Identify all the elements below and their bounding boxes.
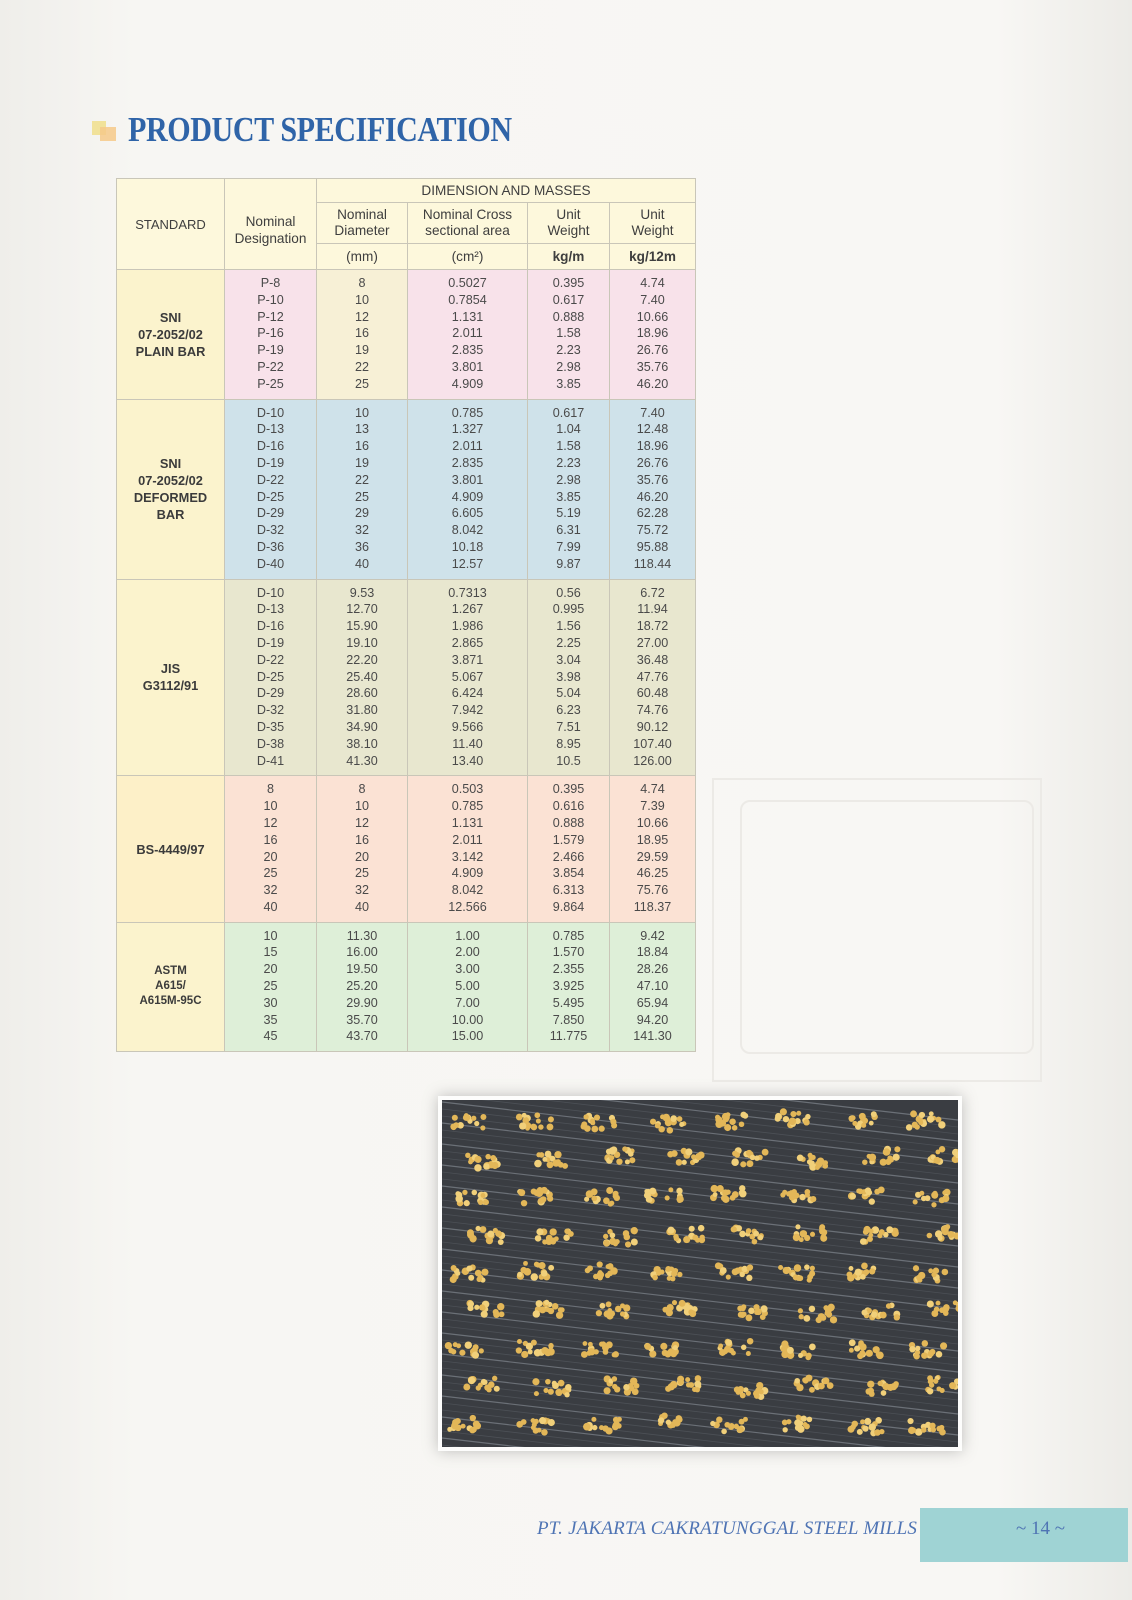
kgm-value: 0.56 xyxy=(556,585,581,600)
area-value: 2.865 xyxy=(451,635,484,650)
designation-value: D-13 xyxy=(256,422,285,437)
kg12m-value: 60.48 xyxy=(636,686,669,701)
area-value: 0.5027 xyxy=(448,276,487,290)
diameter-value: 29.90 xyxy=(346,995,378,1010)
diameter-value: 29 xyxy=(354,506,369,521)
diameter-column-cell xyxy=(317,399,408,579)
diameter-value: 16 xyxy=(354,439,369,454)
area-value: 2.011 xyxy=(452,326,483,341)
designation-value: 45 xyxy=(263,1029,278,1044)
standard-cell xyxy=(117,270,225,400)
diameter-value: 35.70 xyxy=(346,1012,378,1027)
kg12m-value: 62.28 xyxy=(636,506,669,521)
standard-label: A615/ xyxy=(155,980,186,993)
area-value: 7.00 xyxy=(455,995,480,1010)
diameter-value: 28.60 xyxy=(346,686,378,701)
diameter-value: 22 xyxy=(354,359,369,374)
designation-column-cell xyxy=(225,399,317,579)
kg12m-value: 35.76 xyxy=(636,472,669,487)
designation-value: D-32 xyxy=(256,703,285,718)
diameter-value: 19 xyxy=(354,455,369,470)
kgm-value: 0.395 xyxy=(552,782,585,797)
kgm-value: 0.395 xyxy=(552,276,585,290)
diameter-value: 19.50 xyxy=(346,962,378,977)
kgm-value: 1.58 xyxy=(556,326,581,341)
area-value: 10.00 xyxy=(451,1012,484,1027)
area-value: 6.424 xyxy=(451,686,484,701)
diameter-value: 41.30 xyxy=(346,753,378,768)
kg12m-value: 35.76 xyxy=(636,359,669,374)
footer-company-name: PT. JAKARTA CAKRATUNGGAL STEEL MILLS xyxy=(537,1518,918,1539)
page-heading xyxy=(92,110,574,150)
header-standard: STANDARD xyxy=(117,179,225,270)
kg12m-value: 90.12 xyxy=(636,719,669,734)
kg12m-value: 26.76 xyxy=(636,455,669,470)
standard-label: BAR xyxy=(156,507,185,523)
designation-value: P-22 xyxy=(257,359,284,374)
standard-label: 07-2052/02 xyxy=(138,326,203,342)
diameter-column-cell xyxy=(317,579,408,776)
designation-value: P-8 xyxy=(260,276,281,290)
area-value: 1.131 xyxy=(451,309,484,324)
kgm-value: 0.785 xyxy=(552,928,585,943)
kgm-value: 6.31 xyxy=(556,523,581,538)
standard-label: DEFORMED xyxy=(133,490,208,506)
area-value: 5.00 xyxy=(455,979,480,994)
area-value: 0.7854 xyxy=(448,292,487,307)
designation-column-cell xyxy=(225,922,317,1052)
kg12m-value: 75.76 xyxy=(636,883,669,898)
kg12m-value: 36.48 xyxy=(636,652,669,667)
unit-kgm: kg/m xyxy=(528,244,610,270)
steel-bar-bundles-image xyxy=(442,1100,958,1447)
kgm-column-cell xyxy=(528,270,610,400)
designation-value: 16 xyxy=(263,832,278,847)
kgm-value: 3.925 xyxy=(552,979,585,994)
kgm-value: 2.25 xyxy=(556,635,581,650)
area-value: 1.267 xyxy=(451,602,484,617)
kg12m-value: 18.72 xyxy=(636,619,669,634)
kg12m-value: 141.30 xyxy=(633,1029,672,1044)
area-value: 11.40 xyxy=(452,736,483,751)
diameter-value: 8 xyxy=(358,276,366,290)
diameter-value: 43.70 xyxy=(346,1029,378,1044)
diameter-value: 8 xyxy=(358,782,366,797)
table-section-row xyxy=(117,776,696,922)
header-cross-sectional-area: Nominal Cross sectional area xyxy=(408,203,528,244)
table-section-row xyxy=(117,399,696,579)
designation-value: D-40 xyxy=(256,556,285,571)
area-value: 4.909 xyxy=(451,489,484,504)
kgm-value: 1.56 xyxy=(556,619,581,634)
designation-value: 32 xyxy=(263,883,278,898)
kgm-value: 3.85 xyxy=(556,376,581,391)
diameter-value: 25 xyxy=(354,489,369,504)
area-value: 13.40 xyxy=(451,753,484,768)
designation-value: D-13 xyxy=(256,602,285,617)
kgm-value: 0.617 xyxy=(552,405,585,420)
kgm-value: 0.888 xyxy=(552,815,585,830)
diameter-value: 25 xyxy=(354,376,369,391)
kg12m-value: 46.25 xyxy=(636,866,669,881)
kg12m-value: 7.40 xyxy=(640,405,665,420)
standard-label: G3112/91 xyxy=(142,678,199,694)
diameter-value: 40 xyxy=(354,556,369,571)
kg12m-value: 46.20 xyxy=(636,489,669,504)
designation-value: D-25 xyxy=(256,489,285,504)
standard-label: 07-2052/02 xyxy=(138,473,203,489)
kgm-value: 3.85 xyxy=(556,489,581,504)
designation-value: D-32 xyxy=(256,523,285,538)
kgm-value: 0.616 xyxy=(552,799,585,814)
designation-value: D-10 xyxy=(256,585,285,600)
designation-value: D-29 xyxy=(256,686,285,701)
diameter-value: 10 xyxy=(354,799,369,814)
designation-value: D-41 xyxy=(256,753,285,768)
kgm-value: 1.579 xyxy=(552,832,585,847)
kgm-value: 5.495 xyxy=(552,995,585,1010)
designation-value: 20 xyxy=(263,962,278,977)
designation-value: 20 xyxy=(263,849,278,864)
kg12m-value: 65.94 xyxy=(636,995,669,1010)
header-nominal-diameter: Nominal Diameter xyxy=(317,203,408,244)
area-value: 0.785 xyxy=(451,799,484,814)
standard-label: SNI xyxy=(159,456,182,472)
kgm-value: 10.5 xyxy=(556,753,581,768)
standard-label: ASTM xyxy=(154,965,187,978)
diameter-value: 25.40 xyxy=(346,669,378,684)
diameter-value: 22 xyxy=(354,472,369,487)
kgm-value: 3.98 xyxy=(556,669,581,684)
diameter-value: 12 xyxy=(354,815,369,830)
kg12m-column-cell xyxy=(610,579,696,776)
kg12m-value: 11.94 xyxy=(637,602,668,617)
area-value: 1.986 xyxy=(451,619,484,634)
kg12m-column-cell xyxy=(610,399,696,579)
area-value: 1.131 xyxy=(451,815,484,830)
area-column-cell xyxy=(408,776,528,922)
designation-value: 12 xyxy=(263,815,278,830)
area-value: 0.785 xyxy=(451,405,484,420)
area-value: 9.566 xyxy=(451,719,484,734)
diameter-value: 38.10 xyxy=(346,736,378,751)
standard-label: A615M-95C xyxy=(139,995,202,1008)
area-column-cell xyxy=(408,579,528,776)
unit-mm: (mm) xyxy=(317,244,408,270)
designation-value: 15 xyxy=(263,945,278,960)
kgm-value: 7.850 xyxy=(552,1012,585,1027)
kg12m-value: 118.44 xyxy=(633,556,672,571)
unit-cm2: (cm²) xyxy=(408,244,528,270)
area-value: 6.605 xyxy=(451,506,484,521)
table-section-row xyxy=(117,579,696,776)
area-value: 2.835 xyxy=(451,343,484,358)
designation-value: D-36 xyxy=(256,539,285,554)
designation-value: P-12 xyxy=(257,309,284,324)
designation-value: P-19 xyxy=(257,343,284,358)
area-value: 3.801 xyxy=(451,359,484,374)
area-value: 4.909 xyxy=(451,376,484,391)
area-value: 8.042 xyxy=(451,523,484,538)
kgm-value: 5.19 xyxy=(556,506,581,521)
header-dimension-and-masses: DIMENSION AND MASSES xyxy=(317,179,696,203)
kg12m-column-cell xyxy=(610,270,696,400)
kg12m-value: 10.66 xyxy=(636,309,669,324)
designation-value: D-10 xyxy=(256,405,285,420)
kg12m-value: 95.88 xyxy=(636,539,669,554)
kg12m-value: 18.95 xyxy=(636,832,669,847)
diameter-value: 13 xyxy=(354,422,369,437)
kgm-column-cell xyxy=(528,399,610,579)
diameter-value: 22.20 xyxy=(346,652,378,667)
area-value: 5.067 xyxy=(451,669,484,684)
kg12m-value: 7.39 xyxy=(640,799,665,814)
kg12m-value: 26.76 xyxy=(636,343,669,358)
kgm-value: 0.617 xyxy=(552,292,585,307)
diameter-value: 25 xyxy=(354,866,369,881)
area-value: 10.18 xyxy=(451,539,484,554)
kgm-value: 0.995 xyxy=(552,602,585,617)
kg12m-value: 4.74 xyxy=(640,276,665,290)
diameter-value: 34.90 xyxy=(346,719,378,734)
designation-value: 8 xyxy=(266,782,274,797)
table-section-row xyxy=(117,270,696,400)
designation-value: 25 xyxy=(263,866,278,881)
diameter-value: 19 xyxy=(354,343,369,358)
kg12m-value: 46.20 xyxy=(636,376,669,391)
designation-column-cell xyxy=(225,776,317,922)
designation-value: 40 xyxy=(263,899,278,914)
diameter-value: 10 xyxy=(354,292,369,307)
designation-value: P-16 xyxy=(257,326,284,341)
area-value: 2.00 xyxy=(455,945,480,960)
kg12m-value: 10.66 xyxy=(636,815,669,830)
kg12m-value: 29.59 xyxy=(636,849,669,864)
footer-page-number: ~ 14 ~ xyxy=(1016,1518,1066,1539)
diameter-value: 36 xyxy=(354,539,369,554)
area-value: 3.00 xyxy=(455,962,480,977)
area-value: 1.00 xyxy=(455,928,480,943)
kgm-value: 2.355 xyxy=(552,962,585,977)
kg12m-value: 74.76 xyxy=(636,703,669,718)
page-title: PRODUCT SPECIFICATION xyxy=(128,110,512,149)
heading-bullet-icon xyxy=(92,119,118,141)
kg12m-value: 126.00 xyxy=(633,753,672,768)
area-value: 3.801 xyxy=(451,472,484,487)
diameter-value: 11.30 xyxy=(346,928,378,943)
area-value: 2.011 xyxy=(452,832,483,847)
kg12m-value: 6.72 xyxy=(640,585,665,600)
area-column-cell xyxy=(408,922,528,1052)
designation-value: P-10 xyxy=(257,292,284,307)
area-column-cell xyxy=(408,270,528,400)
standard-label: PLAIN BAR xyxy=(135,343,206,359)
header-unit-weight-kg12m: Unit Weight xyxy=(610,203,696,244)
kgm-value: 2.98 xyxy=(556,359,581,374)
designation-value: 25 xyxy=(263,979,278,994)
kg12m-value: 18.96 xyxy=(636,326,669,341)
diameter-column-cell xyxy=(317,776,408,922)
diameter-value: 15.90 xyxy=(346,619,378,634)
kgm-column-cell xyxy=(528,776,610,922)
kg12m-column-cell xyxy=(610,776,696,922)
diameter-value: 16 xyxy=(354,832,369,847)
diameter-value: 12.70 xyxy=(346,602,378,617)
product-specification-table xyxy=(116,178,696,1052)
kg12m-value: 118.37 xyxy=(633,899,672,914)
diameter-value: 10 xyxy=(354,405,369,420)
area-value: 8.042 xyxy=(451,883,484,898)
kg12m-value: 47.10 xyxy=(636,979,669,994)
designation-value: D-29 xyxy=(256,506,285,521)
designation-value: D-22 xyxy=(256,472,285,487)
designation-value: D-19 xyxy=(256,635,285,650)
designation-value: D-19 xyxy=(256,455,285,470)
header-nominal-designation: Nominal Designation xyxy=(225,179,317,270)
standard-label: SNI xyxy=(159,309,182,325)
kg12m-value: 18.84 xyxy=(636,945,669,960)
kgm-value: 6.23 xyxy=(556,703,581,718)
kg12m-value: 9.42 xyxy=(640,928,665,943)
area-value: 2.835 xyxy=(451,455,484,470)
kgm-value: 9.87 xyxy=(556,556,581,571)
designation-column-cell xyxy=(225,579,317,776)
unit-kg12m: kg/12m xyxy=(610,244,696,270)
area-value: 15.00 xyxy=(451,1029,484,1044)
area-value: 12.566 xyxy=(448,899,487,914)
standard-label: BS-4449/97 xyxy=(136,841,205,857)
kg12m-value: 75.72 xyxy=(636,523,669,538)
diameter-column-cell xyxy=(317,922,408,1052)
kg12m-value: 107.40 xyxy=(633,736,672,751)
area-value: 1.327 xyxy=(451,422,484,437)
kg12m-value: 18.96 xyxy=(636,439,669,454)
designation-value: 35 xyxy=(263,1012,278,1027)
kgm-value: 3.854 xyxy=(552,866,585,881)
diameter-value: 20 xyxy=(354,849,369,864)
area-column-cell xyxy=(408,399,528,579)
kgm-value: 1.58 xyxy=(556,439,581,454)
area-value: 3.142 xyxy=(451,849,484,864)
area-value: 3.871 xyxy=(451,652,484,667)
steel-bar-bundles-photo xyxy=(438,1096,962,1451)
designation-value: D-35 xyxy=(256,719,285,734)
kgm-value: 2.466 xyxy=(552,849,585,864)
kg12m-value: 12.48 xyxy=(636,422,669,437)
diameter-value: 19.10 xyxy=(346,635,378,650)
designation-value: D-16 xyxy=(256,439,285,454)
area-value: 0.503 xyxy=(451,782,484,797)
area-value: 7.942 xyxy=(451,703,484,718)
standard-cell xyxy=(117,776,225,922)
diameter-value: 32 xyxy=(354,523,369,538)
table-section-row xyxy=(117,922,696,1052)
kgm-value: 11.775 xyxy=(549,1029,588,1044)
kgm-value: 5.04 xyxy=(556,686,581,701)
kgm-value: 0.888 xyxy=(552,309,585,324)
designation-value: D-16 xyxy=(256,619,285,634)
standard-cell xyxy=(117,922,225,1052)
kgm-value: 3.04 xyxy=(556,652,581,667)
kg12m-value: 94.20 xyxy=(636,1012,669,1027)
area-value: 4.909 xyxy=(451,866,484,881)
diameter-value: 31.80 xyxy=(346,703,378,718)
kgm-value: 1.570 xyxy=(552,945,585,960)
area-value: 2.011 xyxy=(452,439,483,454)
kgm-column-cell xyxy=(528,579,610,776)
kgm-value: 6.313 xyxy=(552,883,585,898)
kg12m-value: 27.00 xyxy=(636,635,669,650)
kgm-value: 2.98 xyxy=(556,472,581,487)
diameter-value: 9.53 xyxy=(349,585,375,600)
diameter-value: 16 xyxy=(354,326,369,341)
kgm-column-cell xyxy=(528,922,610,1052)
kgm-value: 7.99 xyxy=(556,539,581,554)
kg12m-value: 47.76 xyxy=(636,669,669,684)
kg12m-value: 7.40 xyxy=(640,292,665,307)
designation-value: D-38 xyxy=(256,736,285,751)
header-unit-weight-kgm: Unit Weight xyxy=(528,203,610,244)
designation-value: P-25 xyxy=(257,376,284,391)
kg12m-column-cell xyxy=(610,922,696,1052)
designation-value: 10 xyxy=(263,928,278,943)
designation-value: 30 xyxy=(263,995,278,1010)
diameter-value: 25.20 xyxy=(346,979,378,994)
standard-label: JIS xyxy=(160,661,181,677)
designation-value: D-22 xyxy=(256,652,285,667)
standard-cell xyxy=(117,399,225,579)
kgm-value: 7.51 xyxy=(556,719,581,734)
diameter-value: 16.00 xyxy=(346,945,378,960)
kgm-value: 1.04 xyxy=(556,422,581,437)
diameter-value: 32 xyxy=(354,883,369,898)
diameter-value: 40 xyxy=(354,899,369,914)
designation-value: D-25 xyxy=(256,669,285,684)
kg12m-value: 28.26 xyxy=(636,962,669,977)
kg12m-value: 4.74 xyxy=(640,782,665,797)
kgm-value: 2.23 xyxy=(556,343,581,358)
kgm-value: 9.864 xyxy=(552,899,585,914)
area-value: 0.7313 xyxy=(448,585,487,600)
diameter-column-cell xyxy=(317,270,408,400)
bleed-through-frame-inner xyxy=(740,800,1034,1054)
area-value: 12.57 xyxy=(451,556,484,571)
designation-value: 10 xyxy=(263,799,278,814)
kgm-value: 8.95 xyxy=(556,736,581,751)
designation-column-cell xyxy=(225,270,317,400)
standard-cell xyxy=(117,579,225,776)
kgm-value: 2.23 xyxy=(556,455,581,470)
diameter-value: 12 xyxy=(354,309,369,324)
